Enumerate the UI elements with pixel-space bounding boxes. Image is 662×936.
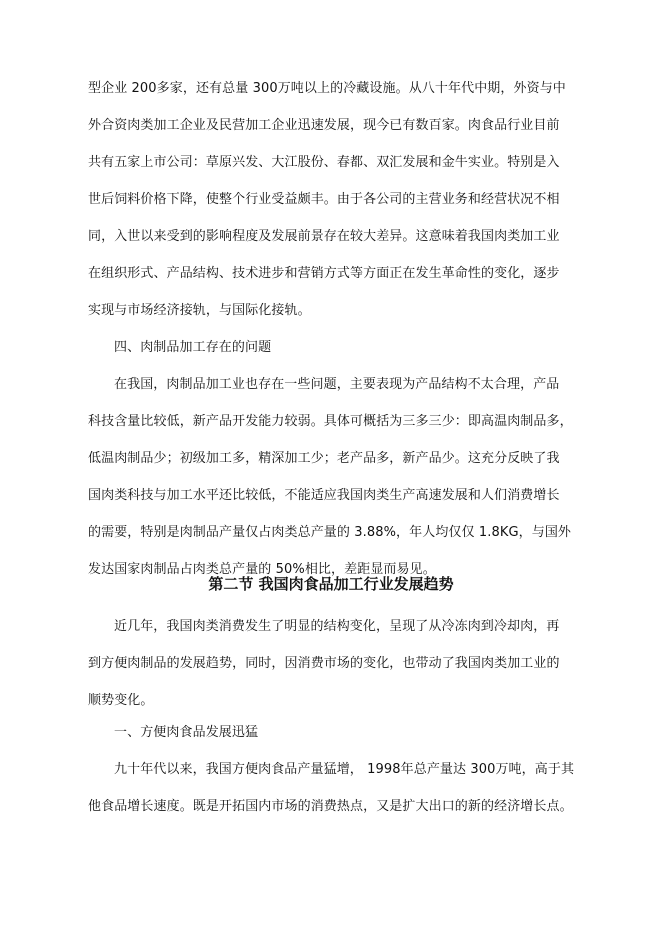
paragraph-line: 在我国，肉制品加工业也存在一些问题，主要表现为产品结构不太合理，产品: [114, 377, 560, 392]
paragraph-line: 九十年代以来，我国方便肉食品产量猛增， 1998年总产量达 300万吨，高于其: [114, 762, 575, 777]
paragraph-line: 低温肉制品少；初级加工多，精深加工少；老产品多，新产品少。这充分反映了我: [88, 451, 560, 466]
paragraph-line: 他食品增长速度。既是开拓国内市场的消费热点，又是扩大出口的新的经济增长点。: [88, 799, 573, 814]
paragraph-line: 在组织形式、产品结构、技术进步和营销方式等方面正在发生革命性的变化，逐步: [88, 266, 560, 281]
paragraph-line: 世后饲料价格下降，使整个行业受益颇丰。由于各公司的主营业务和经营状况不相: [88, 192, 560, 207]
paragraph-line: 发达国家肉制品占肉类总产量的 50%相比，差距显而易见。: [88, 562, 436, 577]
section-title: 四、肉制品加工存在的问题: [114, 340, 272, 355]
paragraph-line: 外合资肉类加工企业及民营加工企业迅速发展，现今已有数百家。肉食品行业目前: [88, 118, 560, 133]
chapter-heading: 第二节 我国肉食品加工行业发展趋势: [208, 575, 454, 593]
paragraph-line: 近几年，我国肉类消费发生了明显的结构变化，呈现了从冷冻肉到冷却肉，再: [114, 619, 560, 634]
section-convenience-meat: [88, 714, 576, 825]
paragraph-line: 同，入世以来受到的影响程度及发展前景存在较大差异。这意味着我国肉类加工业: [88, 229, 560, 244]
section-problems: [88, 329, 576, 588]
paragraph-line: 共有五家上市公司：草原兴发、大江股份、春都、双汇发展和金牛实业。特别是入: [88, 155, 560, 170]
paragraph-line: 实现与市场经济接轨，与国际化接轨。: [88, 303, 311, 318]
paragraph-industry-overview: [88, 70, 576, 329]
paragraph-line: 到方便肉制品的发展趋势，同时，因消费市场的变化，也带动了我国肉类加工业的: [88, 656, 560, 671]
paragraph-line: 科技含量比较低，新产品开发能力较弱。具体可概括为三多三少：即高温肉制品多，: [88, 414, 573, 429]
section-title: 一、方便肉食品发展迅猛: [114, 725, 259, 740]
paragraph-line: 型企业 200多家，还有总量 300万吨以上的冷藏设施。从八十年代中期，外资与中: [88, 81, 566, 96]
paragraph-line: 国肉类科技与加工水平还比较低，不能适应我国肉类生产高速发展和人们消费增长: [88, 488, 560, 503]
paragraph-line: 顺势变化。: [88, 693, 154, 708]
paragraph-trend-intro: [88, 608, 576, 719]
paragraph-line: 的需要，特别是肉制品产量仅占肉类总产量的 3.88%，年人均仅仅 1.8KG，与国外: [88, 525, 572, 540]
